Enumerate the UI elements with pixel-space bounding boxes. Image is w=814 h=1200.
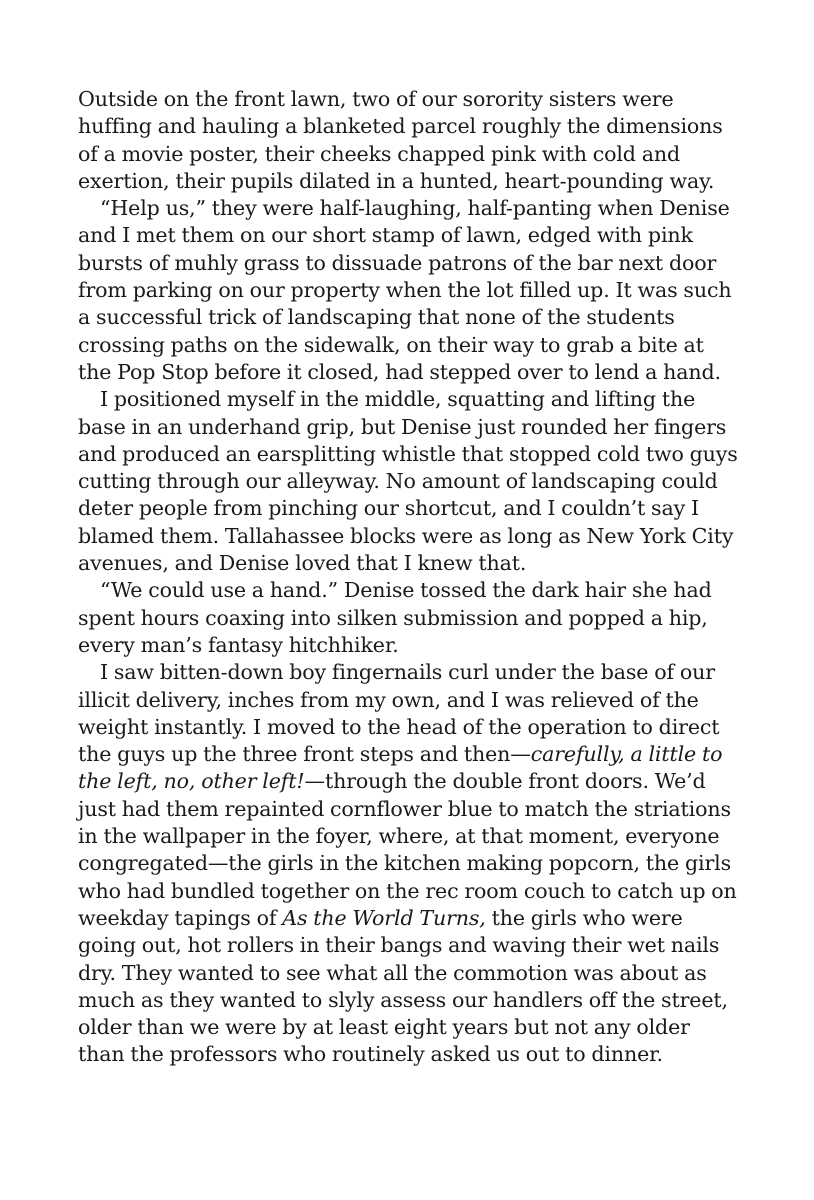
paragraph-2: [78, 195, 742, 386]
paragraph-text: —through the double front doors. We’d just had them repainted cornflower blue to match the striations in the wallpaper in the foyer, where, at that moment, everyone congregated—the girls in the kitchen making popcorn, the girls who had bundled together on the rec room couch to catch up on weekday tapings of: [78, 769, 737, 930]
paragraph-5: [78, 659, 742, 1068]
paragraph-text: I saw bitten-down boy fingernails curl under the base of our illicit delivery, inches from my own, and I was relieved of the weight instantly. I moved to the head of the operation to direct the guys up the three front steps and then—: [78, 660, 720, 767]
italic-show-title: As the World Turns,: [282, 905, 486, 930]
paragraph-text: “Help us,” they were half-laughing, half-panting when Denise and I met them on our short stamp of lawn, edged with pink bursts of muhly grass to dissuade patrons of the bar next door from parking on our property when the lot filled up. It was such a successful trick of landscaping that none of the students crossing paths on the sidewalk, on their way to grab a bite at the Pop Stop before it closed, had stepped over to lend a hand.: [78, 196, 732, 384]
paragraph-3: [78, 386, 742, 577]
paragraph-text: Outside on the front lawn, two of our sorority sisters were huffing and hauling a blanketed parcel roughly the dimensions of a movie poster, their cheeks chapped pink with cold and exertion, their pupils dilated in a hunted, heart-pounding way.: [78, 87, 723, 193]
italic-dialogue: carefully, a little to the left, no, other left!: [78, 742, 723, 794]
paragraph-text: the girls who were going out, hot rollers in their bangs and waving their wet nails dry. They wanted to see what all the commotion was about as much as they wanted to slyly assess our handlers off the street, older than we were by at least eight years but not any older than the professors who routinely asked us out to dinner.: [78, 905, 728, 1067]
paragraph-text: I positioned myself in the middle, squatting and lifting the base in an underhand grip, but Denise just rounded her fingers and produced an earsplitting whistle that stopped cold two guys cutting through our alleyway. No amount of landscaping could deter people from pinching our shortcut, and I couldn’t say I blamed them. Tallahassee blocks were as long as New York City avenues, and Denise loved that I knew that.: [78, 387, 738, 576]
paragraph-4: [78, 577, 742, 659]
paragraph-1: [78, 86, 742, 195]
book-page-text: [78, 86, 742, 1069]
paragraph-text: “We could use a hand.” Denise tossed the dark hair she had spent hours coaxing into silken submission and popped a hip, every man’s fantasy hitchhiker.: [78, 578, 712, 657]
